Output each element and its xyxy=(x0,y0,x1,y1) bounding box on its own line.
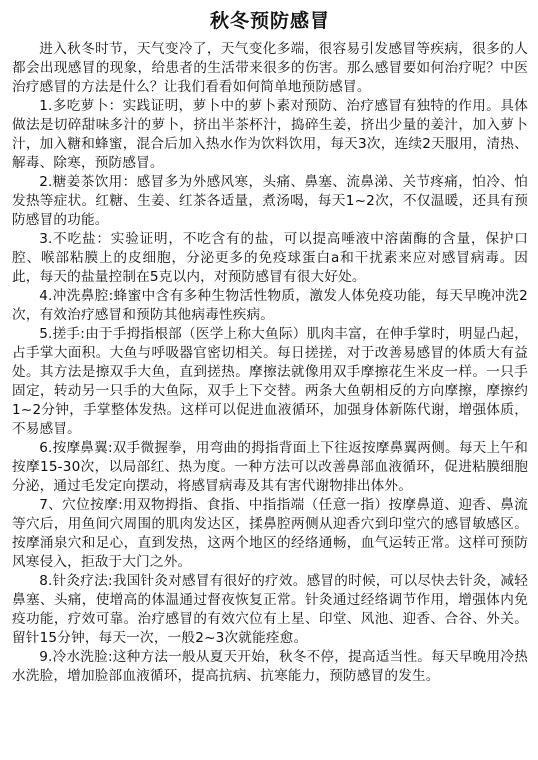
paragraph-acupoint-massage: 7、穴位按摩:用双物拇指、食指、中指指端（任意一指）按摩鼻道、迎香、鼻流等穴后，用鱼间穴周围的肌肉发达区，揉鼻腔两侧从迎香穴到印堂穴的感冒敏感区。按摩涌泉穴和足心，直到发热，这两个地区的经络通畅，血气运转正常。这样可预防风寒侵入，拒敌于大门之外。 xyxy=(12,497,528,570)
paragraph-nasal-rinse: 4.冲洗鼻腔:蜂蜜中含有多种生物活性物质，激发人体免疫功能，每天早晚冲洗2次，有效治疗感冒和预防其他病毒性疾病。 xyxy=(12,288,528,323)
paragraph-intro: 进入秋冬时节，天气变冷了，天气变化多端，很容易引发感冒等疾病，很多的人都会出现感冒的现象，给患者的生活带来很多的伤害。那么感冒要如何治疗呢？中医治疗感冒的方法是什么？让我们看看如何简单地预防感冒。 xyxy=(12,41,528,95)
document-title: 秋冬预防感冒 xyxy=(209,10,330,32)
paragraph-acupuncture: 8.针灸疗法:我国针灸对感冒有很好的疗效。感冒的时候，可以尽快去针灸，减轻鼻塞、头痛，使增高的体温通过督夜恢复正常。针灸通过经络调节作用，增强体内免疫功能，疗效可靠。治疗感冒的有效穴位有上星、印堂、风池、迎香、合谷、外关。留针15分钟，每天一次，一般2~3次就能痊愈。 xyxy=(12,573,528,646)
paragraph-ginger-tea: 2.糖姜茶饮用：感冒多为外感风寒，头痛、鼻塞、流鼻涕、关节疼痛，怕冷、怕发热等症状。红糖、生姜、红茶各适量，煮汤喝，每天1~2次，不仅温暖，还具有预防感冒的功能。 xyxy=(12,174,528,228)
paragraph-rub-hands: 5.搓手:由于手拇指根部（医学上称大鱼际）肌肉丰富，在伸手掌时，明显凸起，占手掌大面积。大鱼与呼吸器官密切相关。每日搓搓，对于改善易感冒的体质大有益处。其方法是擦双手大鱼，直到搓热。摩擦法就像用双手摩擦花生米皮一样。一只手固定，转动另一只手的大鱼际，双手上下交替。两条大鱼朝相反的方向摩擦，摩擦约1~2分钟，手掌整体发热。这样可以促进血液循环，加强身体新陈代谢，增强体质，不易感冒。 xyxy=(12,326,528,437)
paragraph-cold-water-wash: 9.冷水洗脸:这种方法一般从夏天开始，秋冬不停，提高适当性。每天早晚用冷热水洗脸，增加脸部血液循环，提高抗病、抗寒能力，预防感冒的发生。 xyxy=(12,649,528,684)
paragraph-nose-massage: 6.按摩鼻翼:双手微握拳，用弯曲的拇指背面上下往返按摩鼻翼两侧。每天上午和按摩15-30次，以局部红、热为度。一种方法可以改善鼻部血液循环，促进粘膜细胞分泌，通过毛发定向摆动，将感冒病毒及其有害代谢物排出体外。 xyxy=(12,440,528,494)
paragraph-salt: 3.不吃盐：实验证明，不吃含有的盐，可以提高唾液中溶菌酶的含量，保护口腔、喉部粘膜上的皮细胞，分泌更多的免疫球蛋白a和干扰素来应对感冒病毒。因此，每天的盐量控制在5克以内，对预防感冒有很大好处。 xyxy=(12,231,528,285)
paragraph-radish: 1.多吃萝卜：实践证明，萝卜中的萝卜素对预防、治疗感冒有独特的作用。具体做法是切碎甜味多汁的萝卜，挤出半茶杯汁，捣碎生姜，挤出少量的姜汁，加入萝卜汁，加入糖和蜂蜜，混合后加入热水作为饮料饮用，每天3次，连续2天服用，清热、解毒、除寒，预防感冒。 xyxy=(12,98,528,171)
